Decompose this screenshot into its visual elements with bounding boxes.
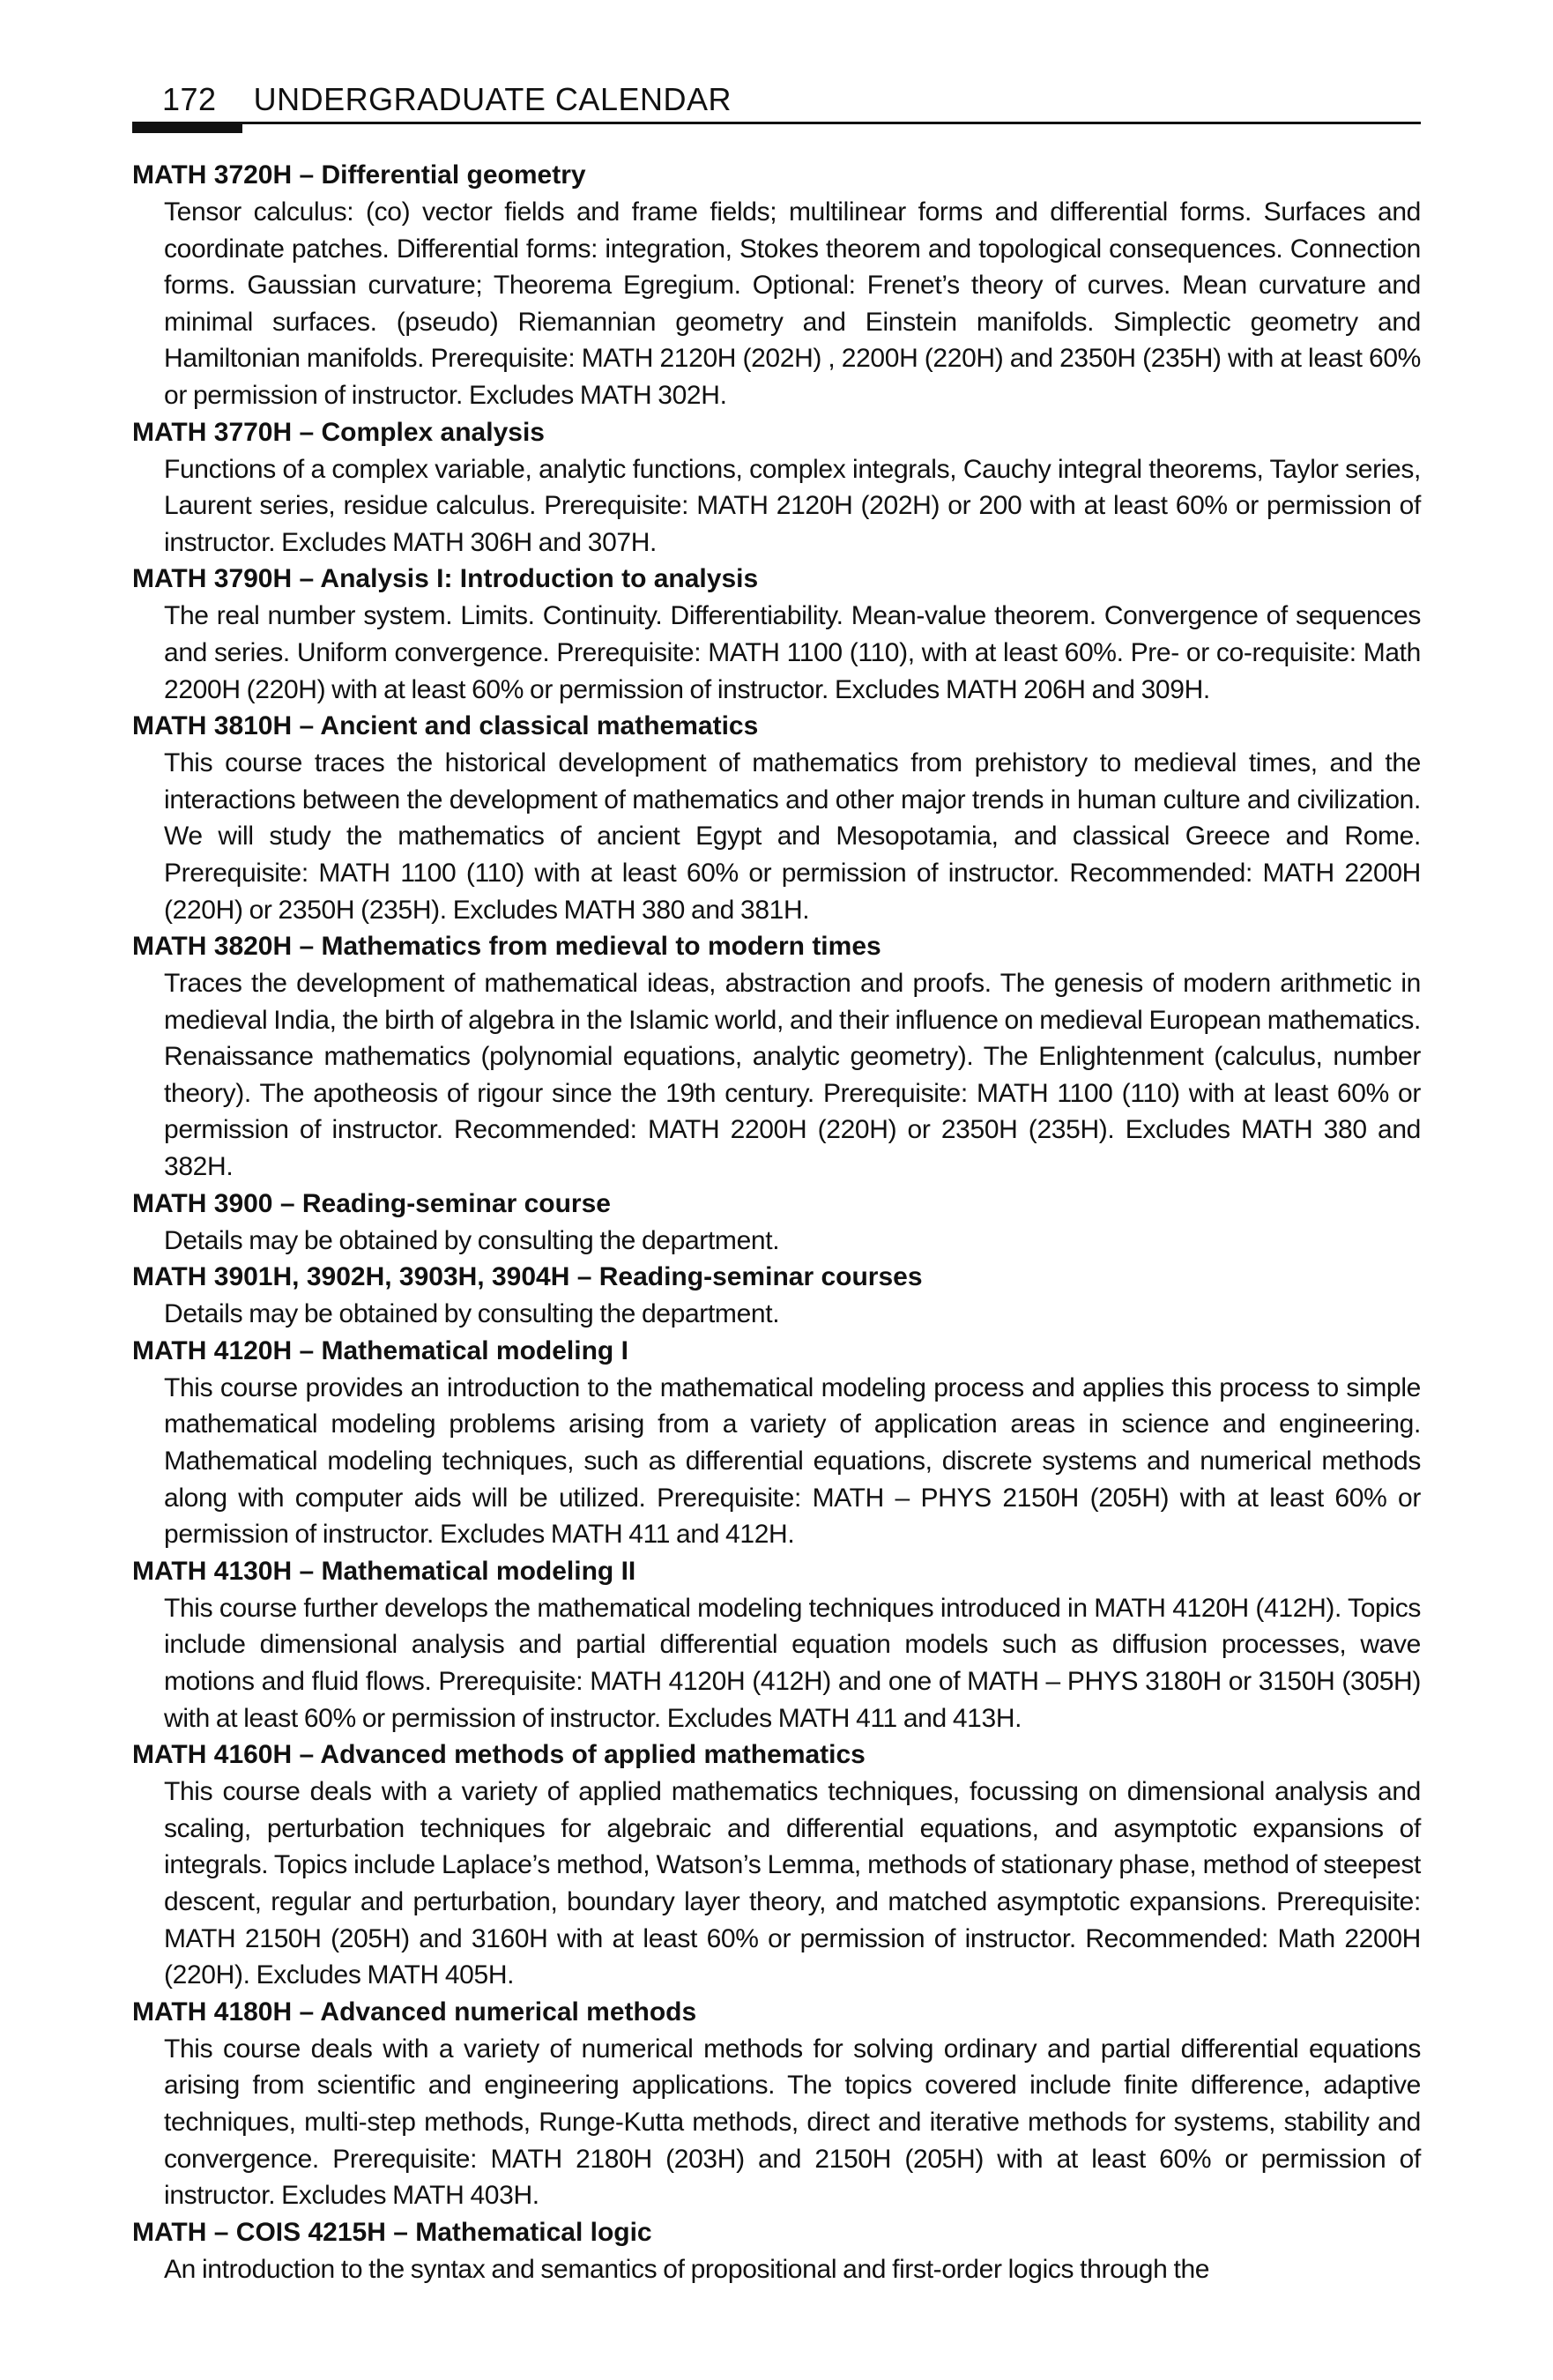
course-entry-math-3790h [132, 561, 1421, 708]
course-title: MATH 3901H, 3902H, 3903H, 3904H – Reading-seminar courses [132, 1262, 923, 1292]
course-title: MATH 3820H – Mathematics from medieval to modern times [132, 932, 881, 962]
course-description: This course deals with a variety of numerical methods for solving ordinary and partial differential equations arising from scientific and engineering applications. The topics covered include finite difference, adaptive techniques, multi-step methods, Runge-Kutta methods, direct and iterative methods for systems, stability and convergence. Prerequisite: MATH 2180H (203H) and 2150H (205H) with at least 60% or permission of instructor. Excludes MATH 403H. [164, 2034, 1421, 2211]
course-title: MATH 4180H – Advanced numerical methods [132, 1997, 697, 2027]
course-entry-math-3810h [132, 708, 1421, 928]
course-list [132, 157, 1421, 2287]
calendar-page [132, 0, 1421, 2380]
course-title: MATH – COIS 4215H – Mathematical logic [132, 2217, 652, 2247]
course-description: The real number system. Limits. Continuity. Differentiability. Mean-value theorem. Convergence of sequences and series. Uniform convergence. Prerequisite: MATH 1100 (110), with at least 60%. Pre- or co-requisite: Math 2200H (220H) with at least 60% or permission of instructor. Excludes MATH 206H and 309H. [164, 601, 1421, 704]
course-description: This course further develops the mathematical modeling techniques introduced in MATH 4120H (412H). Topics include dimensional analysis and partial differential equation models such as diffusion processes, wave motions and fluid flows. Prerequisite: MATH 4120H (412H) and one of MATH – PHYS 3180H or 3150H (305H) with at least 60% or permission of instructor. Excludes MATH 411 and 413H. [164, 1593, 1421, 1733]
course-title: MATH 3810H – Ancient and classical mathematics [132, 711, 759, 741]
header-rule [132, 122, 1421, 124]
course-entry-math-cois-4215h [132, 2214, 1421, 2288]
course-title: MATH 3720H – Differential geometry [132, 160, 586, 190]
course-description: Details may be obtained by consulting the department. [164, 1225, 780, 1255]
course-entry-math-4160h [132, 1737, 1421, 1994]
running-header [132, 81, 1421, 134]
course-description: An introduction to the syntax and semantics of propositional and first-order logics through the [164, 2254, 1210, 2284]
course-title: MATH 3790H – Analysis I: Introduction to analysis [132, 564, 759, 594]
course-entry-math-4130h [132, 1553, 1421, 1737]
course-description: Details may be obtained by consulting the department. [164, 1299, 780, 1329]
course-entry-math-4180h [132, 1994, 1421, 2214]
header-text [162, 81, 732, 118]
course-title: MATH 3770H – Complex analysis [132, 417, 545, 447]
header-tab-marker [132, 124, 242, 133]
course-title: MATH 4120H – Mathematical modeling I [132, 1335, 628, 1365]
course-description: Functions of a complex variable, analytic functions, complex integrals, Cauchy integral theorems, Taylor series, Laurent series, residue calculus. Prerequisite: MATH 2120H (202H) or 200 with at least 60% or permission of instructor. Excludes MATH 306H and 307H. [164, 454, 1421, 557]
course-entry-math-3900 [132, 1186, 1421, 1260]
course-description: Traces the development of mathematical ideas, abstraction and proofs. The genesis of modern arithmetic in medieval India, the birth of algebra in the Islamic world, and their influence on medieval European mathematics. Renaissance mathematics (polynomial equations, analytic geometry). The Enlightenment (calculus, number theory). The apotheosis of rigour since the 19th century. Prerequisite: MATH 1100 (110) with at least 60% or permission of instructor. Recommended: MATH 2200H (220H) or 2350H (235H). Excludes MATH 380 and 382H. [164, 969, 1421, 1182]
course-title: MATH 4160H – Advanced methods of applied mathematics [132, 1740, 866, 1770]
course-entry-math-3820h [132, 928, 1421, 1186]
course-title: MATH 3900 – Reading-seminar course [132, 1188, 611, 1218]
course-entry-math-3901h-3904h [132, 1259, 1421, 1333]
course-title: MATH 4130H – Mathematical modeling II [132, 1556, 636, 1586]
course-description: This course traces the historical development of mathematics from prehistory to medieval times, and the interactions between the development of mathematics and other major trends in human culture and civilization. We will study the mathematics of ancient Egypt and Mesopotamia, and classical Greece and Rome. Prerequisite: MATH 1100 (110) with at least 60% or permission of instructor. Recommended: MATH 2200H (220H) or 2350H (235H). Excludes MATH 380 and 381H. [164, 748, 1421, 925]
course-entry-math-3720h [132, 157, 1421, 414]
course-entry-math-4120h [132, 1333, 1421, 1553]
course-description: This course deals with a variety of applied mathematics techniques, focussing on dimensional analysis and scaling, perturbation techniques for algebraic and differential equations, and asymptotic expansions of integrals. Topics include Laplace’s method, Watson’s Lemma, methods of stationary phase, method of steepest descent, regular and perturbation, boundary layer theory, and matched asymptotic expansions. Prerequisite: MATH 2150H (205H) and 3160H with at least 60% or permission of instructor. Recommended: Math 2200H (220H). Excludes MATH 405H. [164, 1777, 1421, 1990]
course-description: This course provides an introduction to the mathematical modeling process and applies this process to simple mathematical modeling problems arising from a variety of application areas in science and engineering. Mathematical modeling techniques, such as differential equations, discrete systems and numerical methods along with computer aids will be utilized. Prerequisite: MATH – PHYS 2150H (205H) with at least 60% or permission of instructor. Excludes MATH 411 and 412H. [164, 1372, 1421, 1550]
page-number: 172 [162, 81, 217, 117]
course-entry-math-3770h [132, 414, 1421, 562]
course-description: Tensor calculus: (co) vector fields and frame fields; multilinear forms and differential forms. Surfaces and coordinate patches. Differential forms: integration, Stokes theorem and topological consequences. Connection forms. Gaussian curvature; Theorema Egregium. Optional: Frenet’s theory of curves. Mean curvature and minimal surfaces. (pseudo) Riemannian geometry and Einstein manifolds. Simplectic geometry and Hamiltonian manifolds. Prerequisite: MATH 2120H (202H) , 2200H (220H) and 2350H (235H) with at least 60% or permission of instructor. Excludes MATH 302H. [164, 197, 1421, 410]
header-title: UNDERGRADUATE CALENDAR [253, 81, 732, 117]
